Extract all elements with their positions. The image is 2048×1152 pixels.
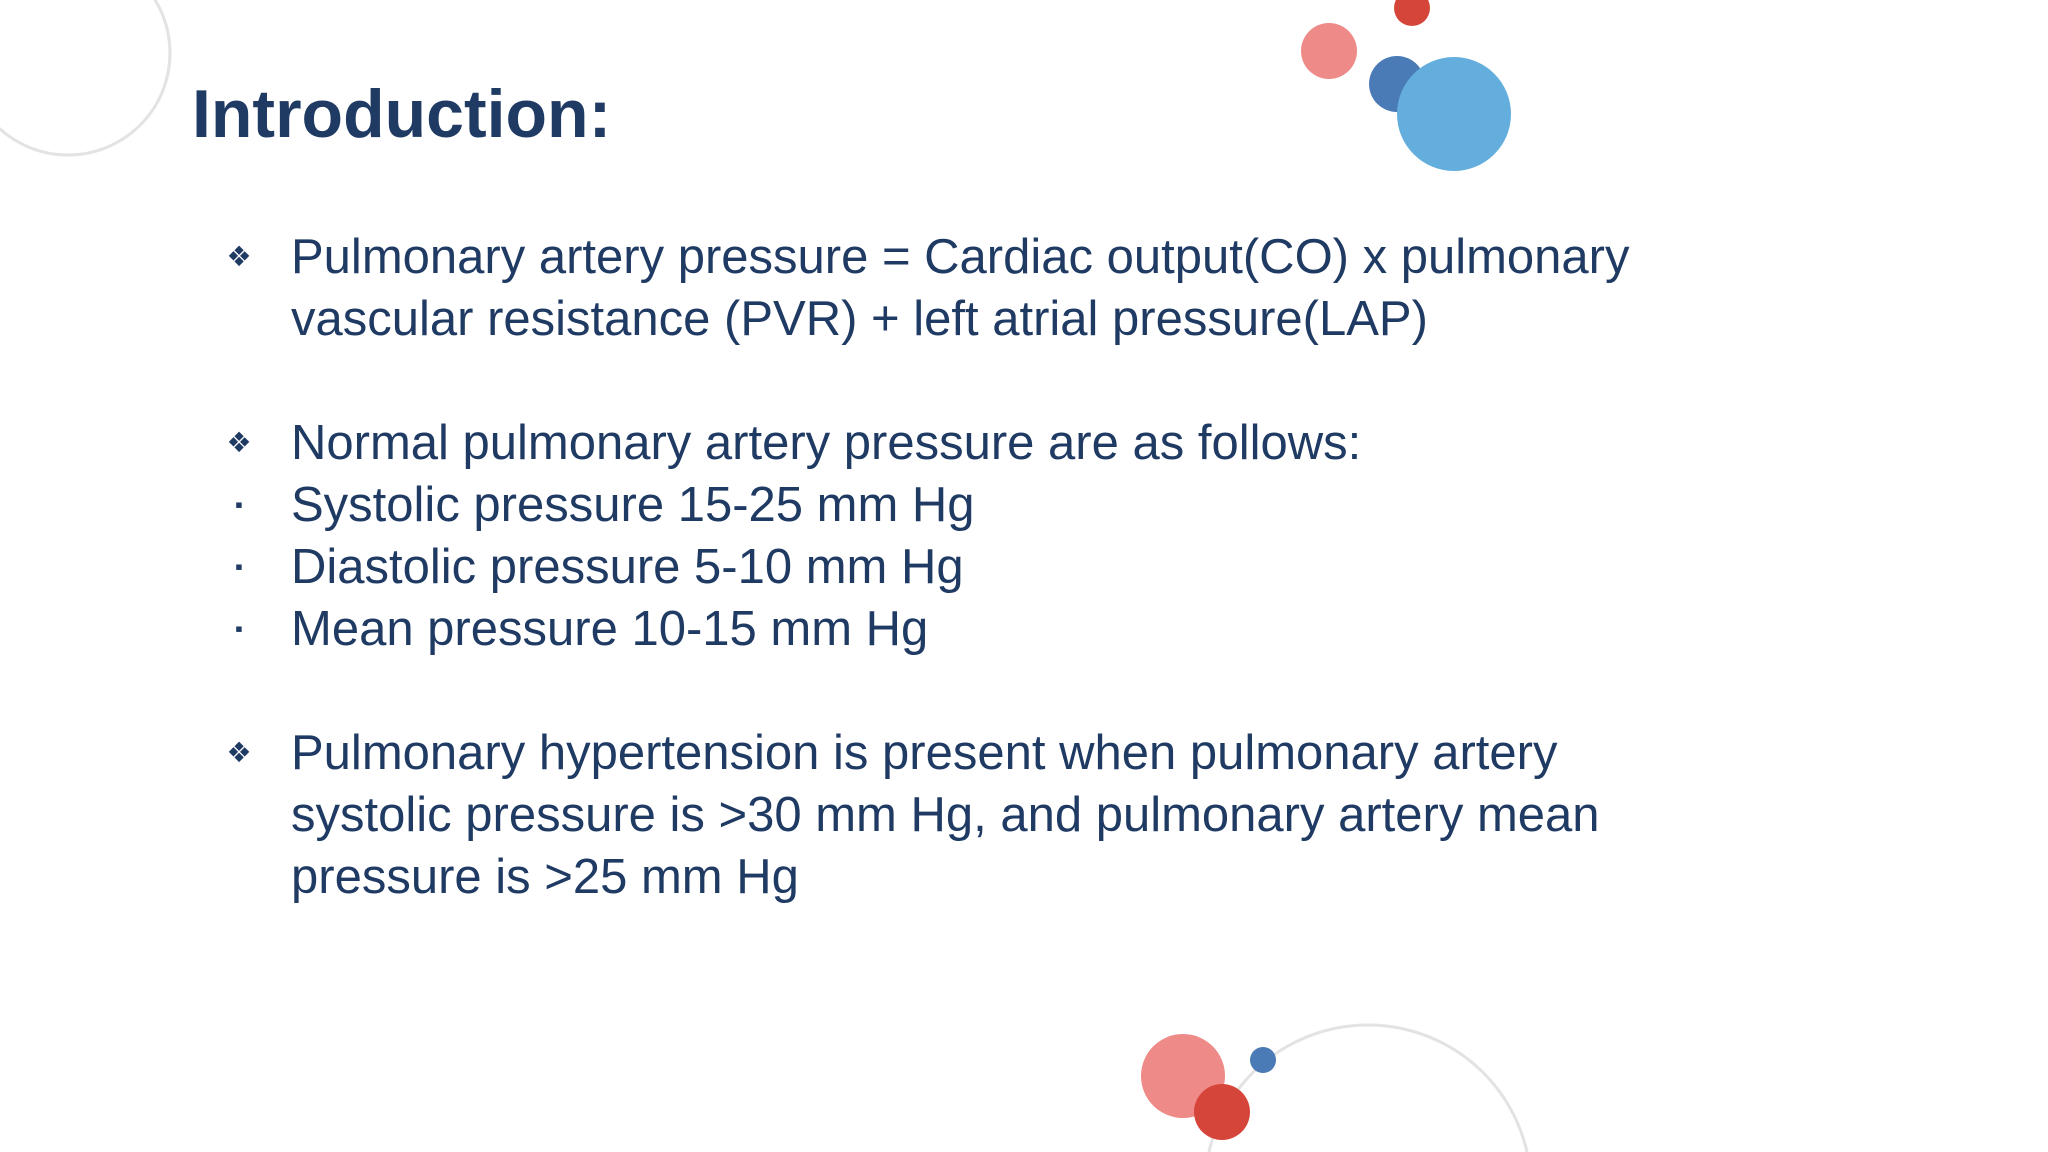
bullet-text: Mean pressure 10-15 mm Hg <box>291 602 929 656</box>
bullet-item <box>0 474 2048 536</box>
light-blue-circle-top <box>1397 57 1511 171</box>
diamond-bullet-icon: ❖ <box>226 241 252 272</box>
bullet-text: Pulmonary artery pressure = Cardiac output(CO) x pulmonary vascular resistance (PVR) + left atrial pressure(LAP) <box>291 230 1630 346</box>
bullet-item <box>0 598 2048 660</box>
square-bullet-icon: ▪ <box>235 554 243 579</box>
coral-circle-top <box>1301 23 1357 79</box>
diamond-bullet-icon: ❖ <box>226 427 252 458</box>
bullet-text: Systolic pressure 15-25 mm Hg <box>291 478 975 532</box>
coral-circle-bottom <box>1141 1034 1225 1118</box>
bullet-text: Normal pulmonary artery pressure are as follows: <box>291 416 1362 470</box>
bullet-text: Pulmonary hypertension is present when pulmonary artery systolic pressure is >30 mm Hg, and pulmonary artery mean pressure is >25 mm Hg <box>291 726 1600 904</box>
outline-circle-top-left <box>0 0 170 155</box>
square-bullet-icon: ▪ <box>235 492 243 517</box>
red-circle-bottom <box>1194 1084 1250 1140</box>
slide-title: Introduction: <box>192 76 612 152</box>
red-circle-top <box>1394 0 1430 26</box>
bullet-item <box>0 226 2048 350</box>
square-bullet-icon: ▪ <box>235 616 243 641</box>
bullet-list <box>0 226 2048 908</box>
dark-blue-circle-top <box>1369 56 1425 112</box>
bullet-item <box>0 536 2048 598</box>
dark-blue-circle-bottom <box>1250 1047 1276 1073</box>
outline-circle-bottom <box>1205 1025 1531 1152</box>
bullet-item <box>0 412 2048 474</box>
bullet-text: Diastolic pressure 5-10 mm Hg <box>291 540 964 594</box>
diamond-bullet-icon: ❖ <box>226 737 252 768</box>
bullet-item <box>0 722 2048 908</box>
